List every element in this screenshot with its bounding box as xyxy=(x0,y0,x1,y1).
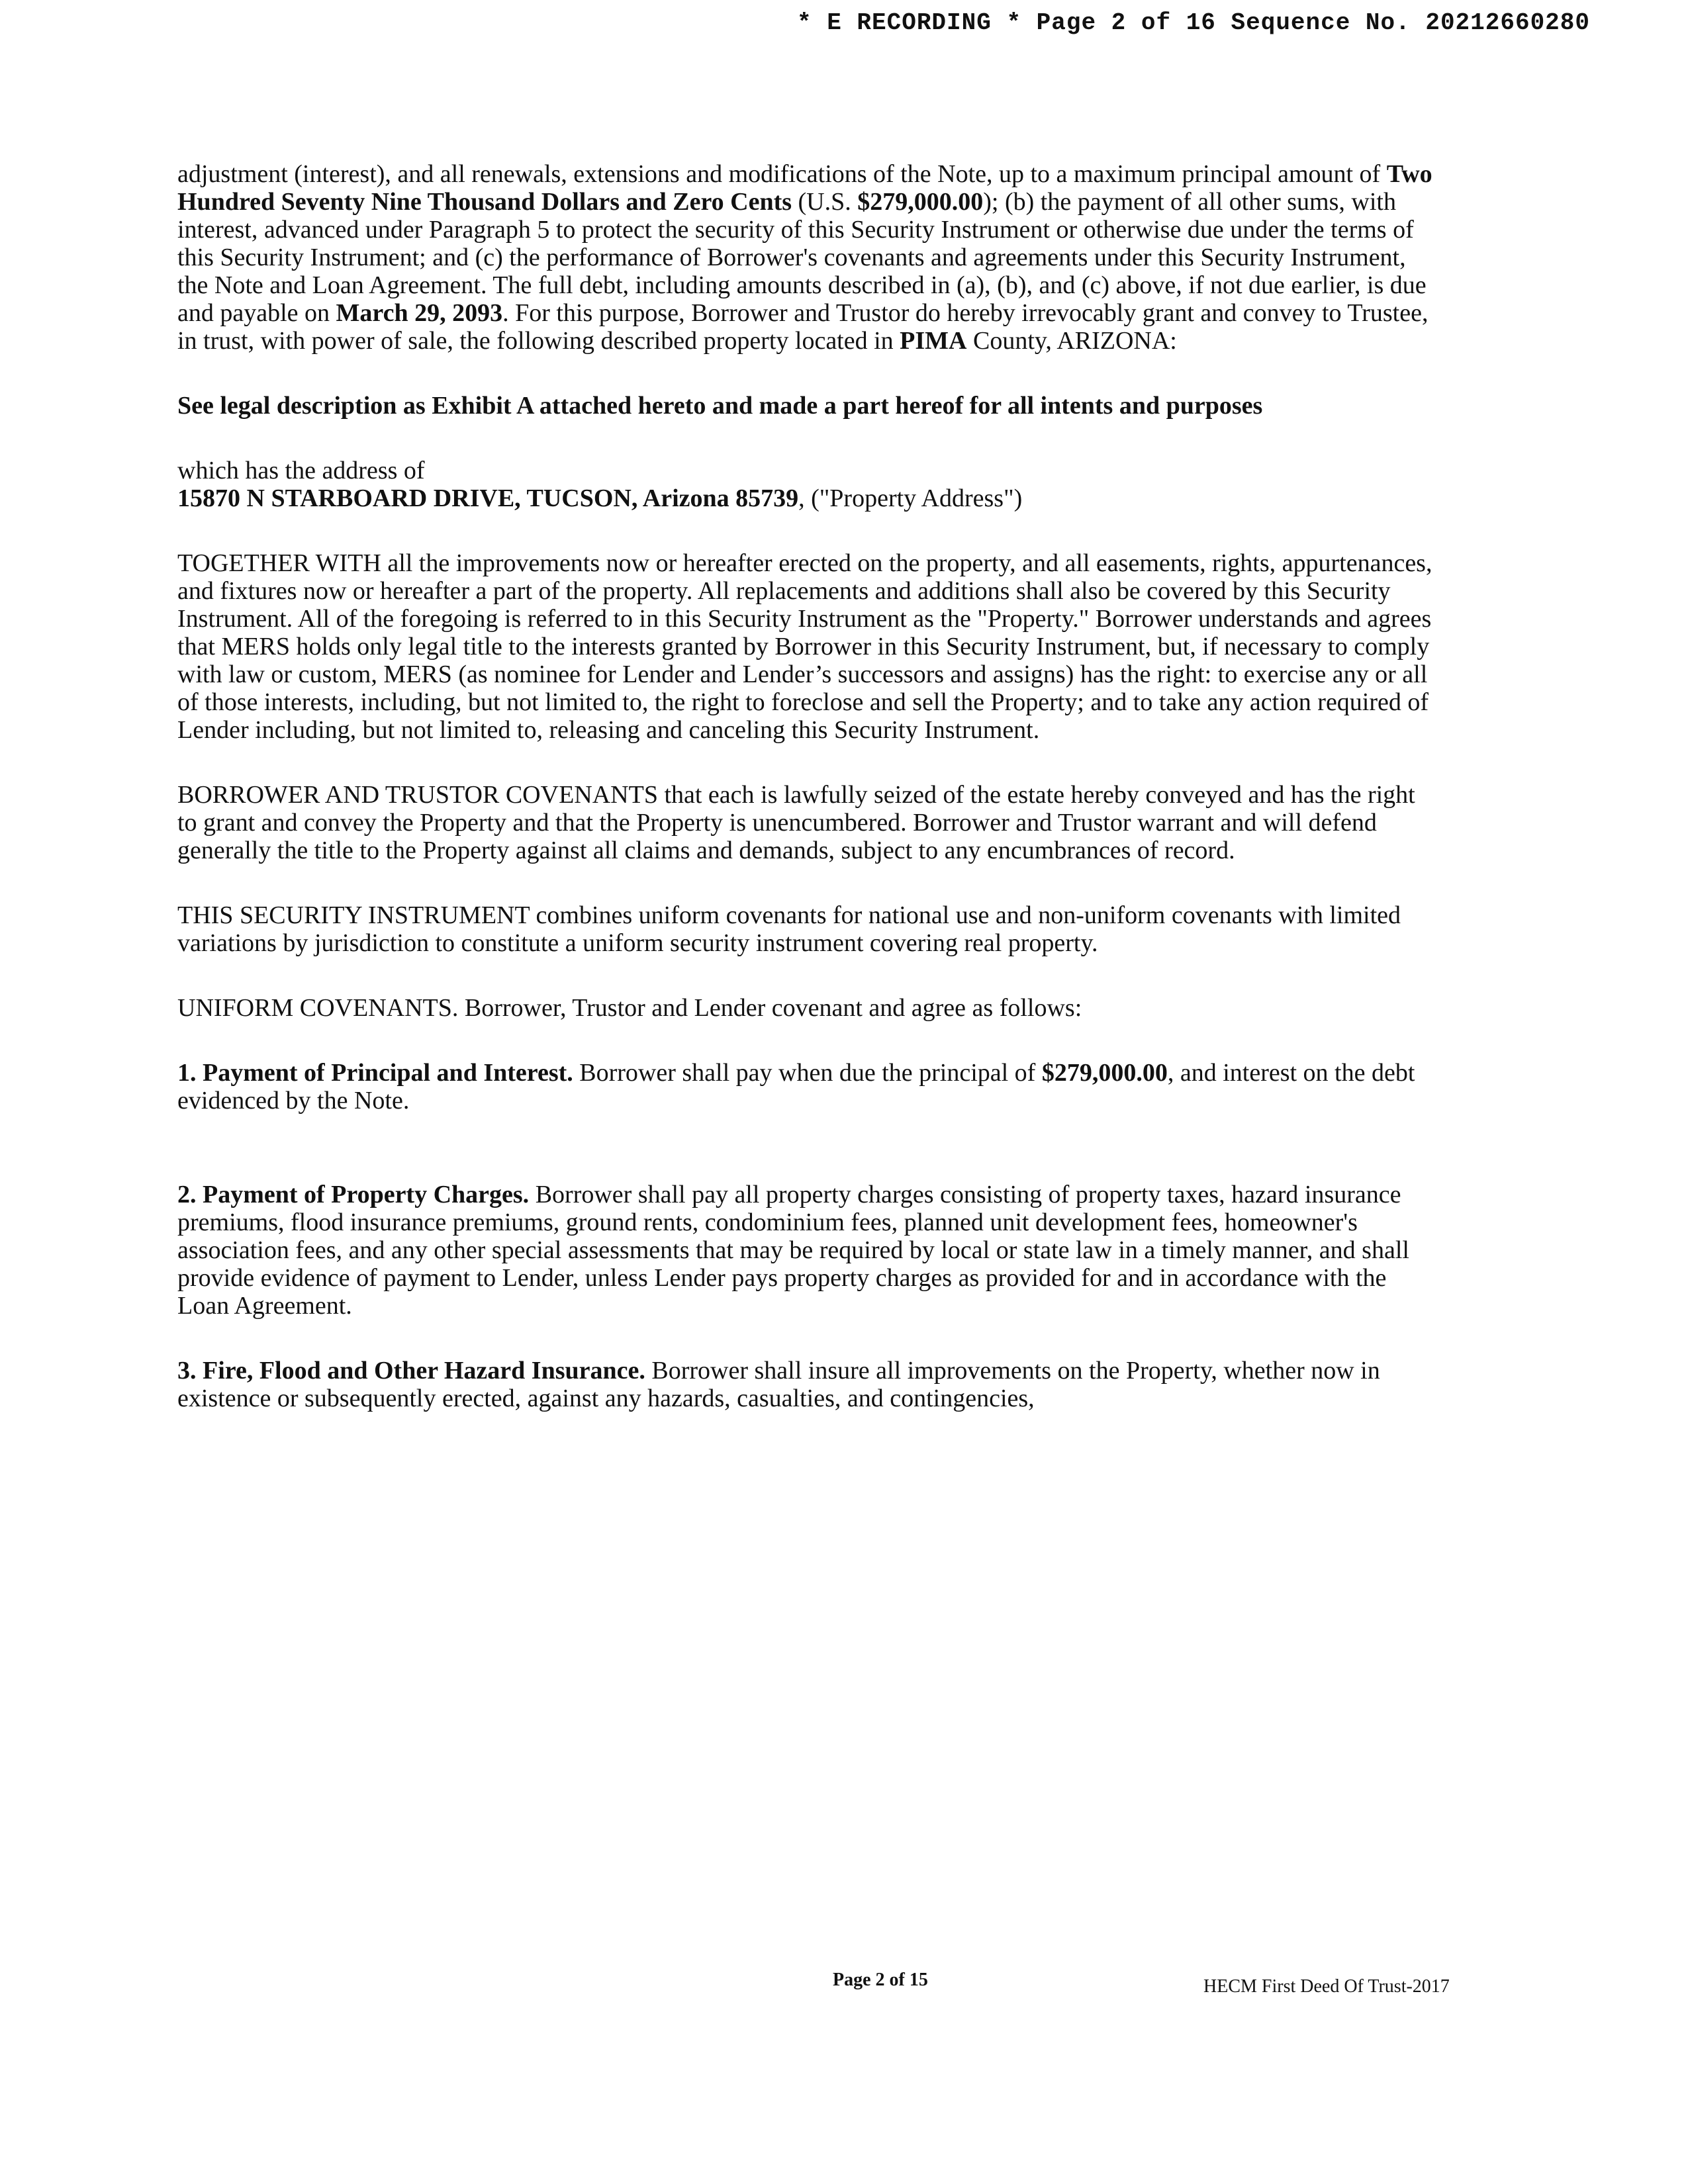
text-run: County, ARIZONA: xyxy=(966,327,1177,355)
text-run: ); (b) the payment of all other sums, with interest, advanced under Paragraph 5 to protect the security of this Security Instrument or otherwise due under the terms of this Security Instrument; and (c) the performance of Borrower's covenants and agreements under this Security Instrument, the Note and Loan Agreement. The full debt, including amounts described in (a), (b), and (c) above, if not due earlier, is due and payable on xyxy=(177,188,1427,327)
property-address-line xyxy=(177,484,1435,512)
text-run: adjustment (interest), and all renewals, extensions and modifications of the Note, up to a maximum principal amount of xyxy=(177,160,1387,188)
spacer xyxy=(177,1152,1435,1181)
principal-amount-words: Two Hundred Seventy Nine Thousand Dollars and Zero Cents xyxy=(177,160,1432,216)
section-2-property-charges xyxy=(177,1181,1435,1320)
maturity-date: March 29, 2093 xyxy=(336,299,503,327)
paragraph-debt-terms xyxy=(177,160,1435,355)
text-run: Borrower shall pay when due the principal of xyxy=(573,1059,1042,1087)
document-body xyxy=(177,160,1435,1449)
legal-description: See legal description as Exhibit A attached hereto and made a part hereof for all intents and purposes xyxy=(177,392,1263,420)
paragraph-uniform-covenants: UNIFORM COVENANTS. Borrower, Trustor and Lender covenant and agree as follows: xyxy=(177,994,1082,1022)
footer-form-name: HECM First Deed Of Trust-2017 xyxy=(1203,1976,1450,1997)
recording-header: * E RECORDING * Page 2 of 16 Sequence No. 20212660280 xyxy=(797,9,1590,36)
section-1-principal-interest xyxy=(177,1059,1435,1115)
footer-page-number: Page 2 of 15 xyxy=(833,1970,928,1990)
section-heading: 2. Payment of Property Charges. xyxy=(177,1181,530,1208)
principal-amount: $279,000.00 xyxy=(857,188,984,216)
principal-amount: $279,000.00 xyxy=(1041,1059,1168,1087)
text-run: (U.S. xyxy=(792,188,858,216)
section-heading: 3. Fire, Flood and Other Hazard Insurance. xyxy=(177,1357,645,1385)
county-name: PIMA xyxy=(900,327,967,355)
text-run: Borrower shall insure all improvements on the Property, whether now in existence or subsequently erected, against any hazards, casualties, and contingencies, xyxy=(177,1357,1380,1412)
paragraph-together-with: TOGETHER WITH all the improvements now or hereafter erected on the property, and all easements, rights, appurtenances, and fixtures now or hereafter a part of the property. All replacements and additions shall also be covered by this Security Instrument. All of the foregoing is referred to in this Security Instrument as the "Property." Borrower understands and agrees that MERS holds only legal title to the interests granted by Borrower in this Security Instrument, but, if necessary to comply with law or custom, MERS (as nominee for Lender and Lender’s successors and assigns) has the right: to exercise any or all of those interests, including, but not limited to, the right to foreclose and sell the Property; and to take any action required of Lender including, but not limited to, releasing and canceling this Security Instrument. xyxy=(177,549,1432,744)
paragraph-borrower-covenants: BORROWER AND TRUSTOR COVENANTS that each is lawfully seized of the estate hereby conveyed and has the right to grant and convey the Property and that the Property is unencumbered. Borrower and Trustor warrant and will defend generally the title to the Property against all claims and demands, subject to any encumbrances of record. xyxy=(177,781,1415,864)
address-intro: which has the address of xyxy=(177,457,425,484)
text-run: . For this purpose, Borrower and Trustor do hereby irrevocably grant and convey to Trustee, in trust, with power of sale, the following described property located in xyxy=(177,299,1429,355)
section-heading: 1. Payment of Principal and Interest. xyxy=(177,1059,573,1087)
property-address: 15870 N STARBOARD DRIVE, TUCSON, Arizona 85739 xyxy=(177,484,799,512)
section-3-hazard-insurance xyxy=(177,1357,1435,1412)
paragraph-security-instrument: THIS SECURITY INSTRUMENT combines uniform covenants for national use and non-uniform covenants with limited variations by jurisdiction to constitute a uniform security instrument covering real property. xyxy=(177,901,1401,957)
property-address-suffix: , ("Property Address") xyxy=(798,484,1023,512)
text-run: , and interest on the debt evidenced by the Note. xyxy=(177,1059,1415,1115)
text-run: Borrower shall pay all property charges consisting of property taxes, hazard insurance premiums, flood insurance premiums, ground rents, condominium fees, planned unit development fees, homeowner's association fees, and any other special assessments that may be required by local or state law in a timely manner, and shall provide evidence of payment to Lender, unless Lender pays property charges as provided for and in accordance with the Loan Agreement. xyxy=(177,1181,1409,1320)
